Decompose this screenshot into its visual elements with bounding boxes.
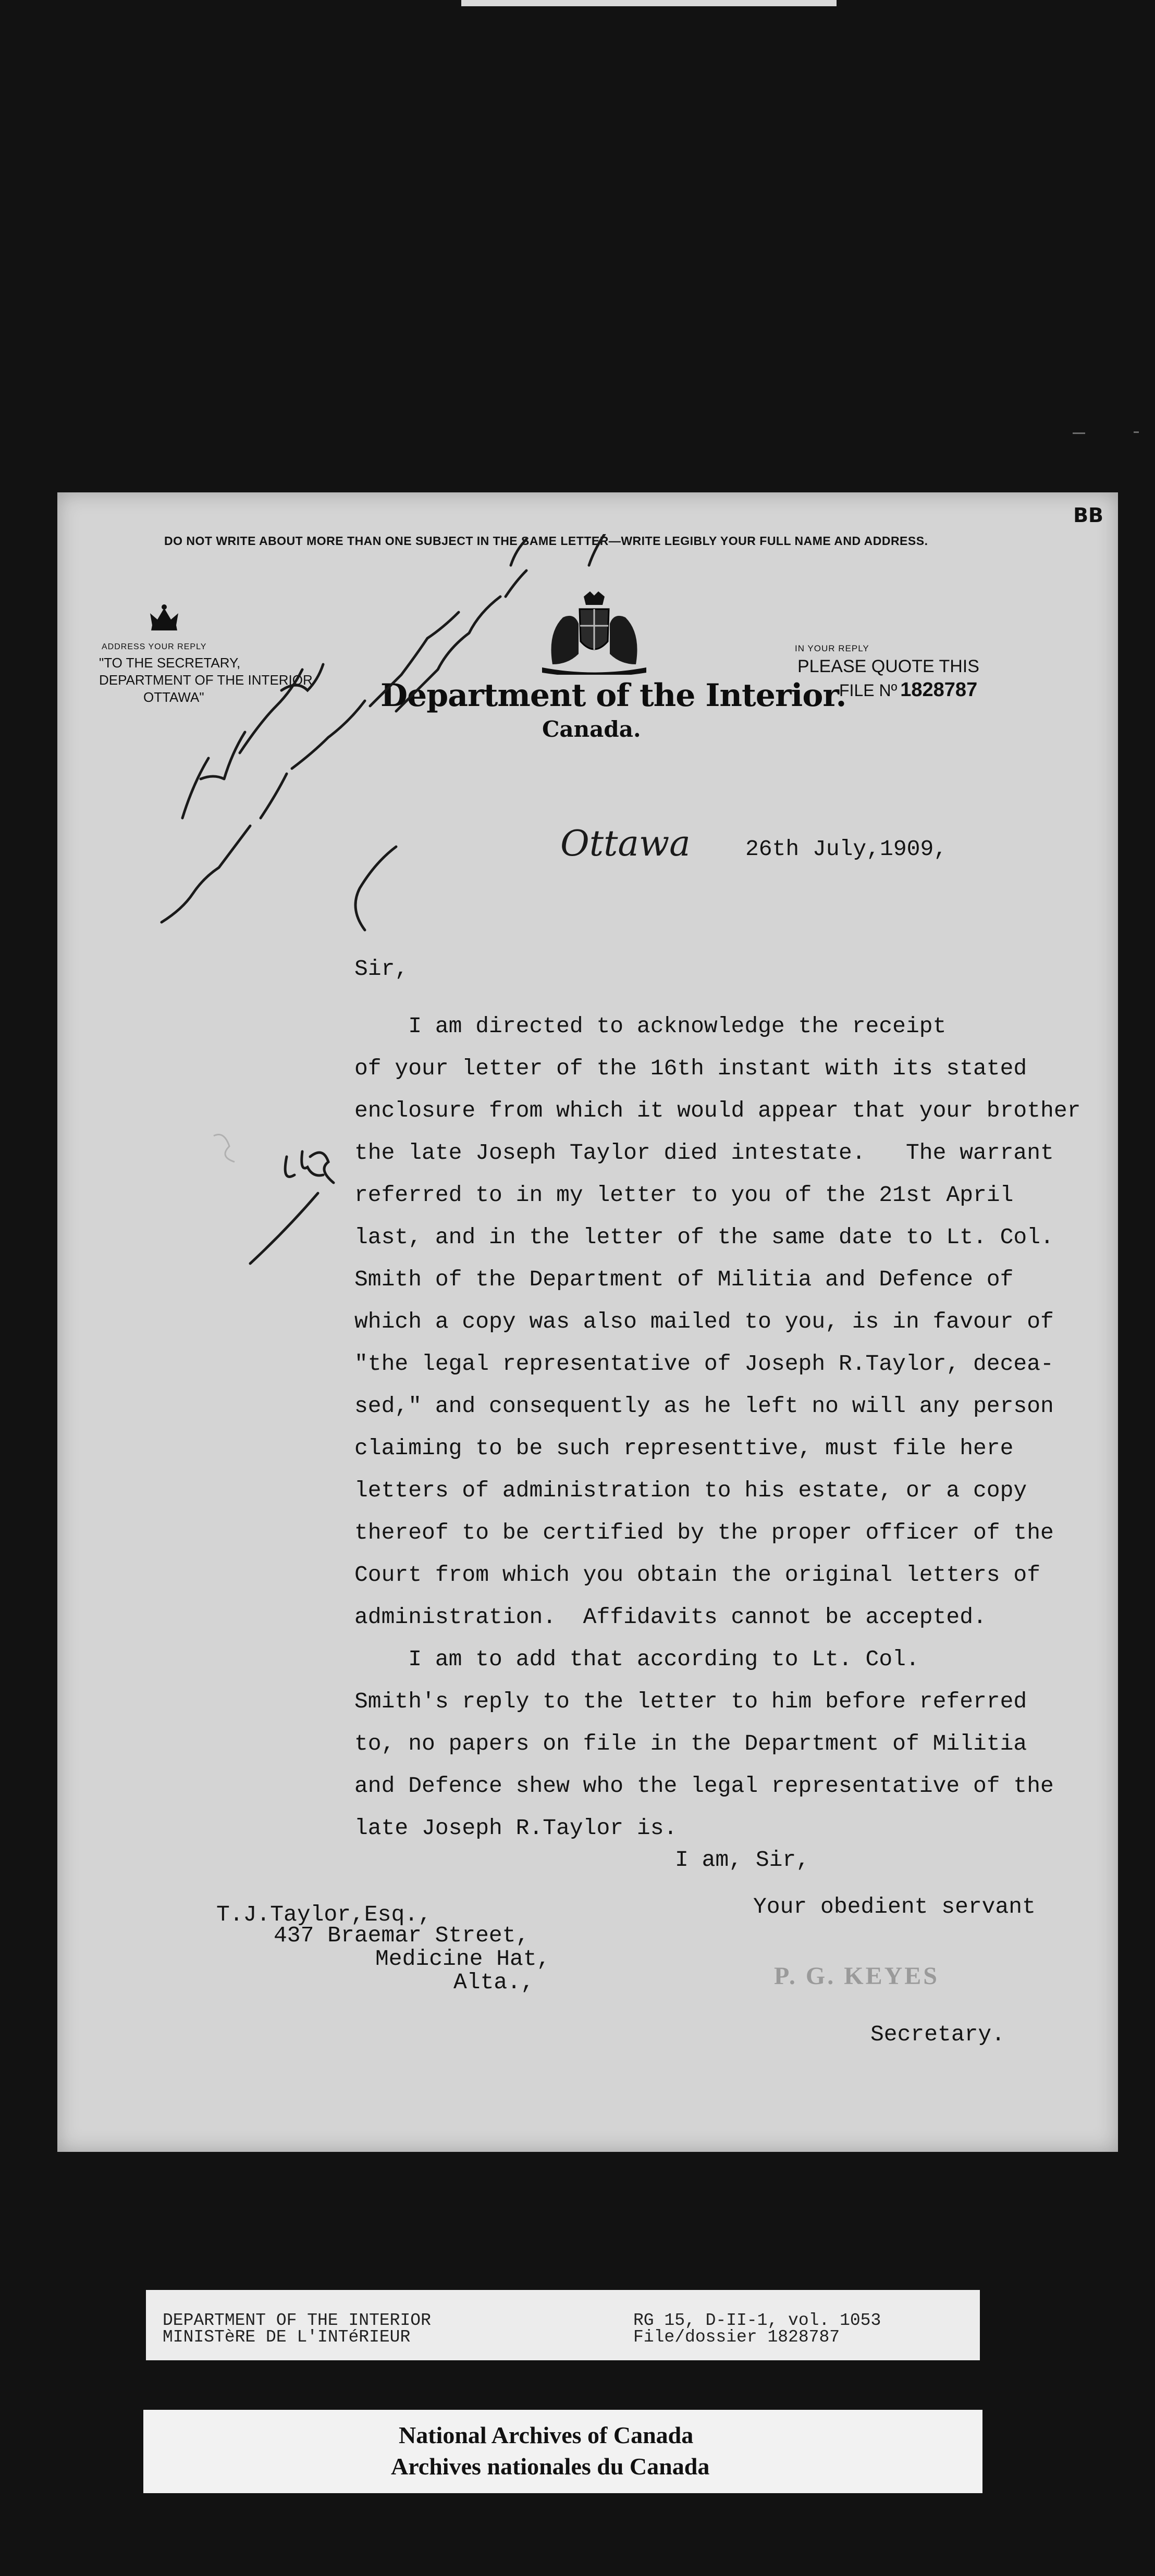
body-line: to, no papers on file in the Department of Militia	[354, 1731, 1027, 1756]
page-mark: BB	[1073, 504, 1103, 527]
body-line: I am to add that according to Lt. Col.	[354, 1646, 919, 1672]
handwritten-initials	[203, 1125, 360, 1271]
signature-stamp: P. G. KEYES	[774, 1962, 939, 1990]
reply-quote-label: IN YOUR REPLY	[795, 643, 869, 653]
body-line: thereof to be certified by the proper officer of the	[354, 1520, 1054, 1545]
letter-place: Ottawa	[560, 823, 691, 864]
signature-title: Secretary.	[870, 2022, 1005, 2047]
archives-footer	[143, 2410, 982, 2493]
body-line: claiming to be such representtive, must file here	[354, 1435, 1014, 1461]
address-reply-label: ADDRESS YOUR REPLY	[102, 642, 207, 651]
salutation: Sir,	[354, 956, 409, 982]
body-line: late Joseph R.Taylor is.	[354, 1815, 678, 1841]
address-reply-line: "TO THE SECRETARY,	[99, 655, 241, 671]
file-number	[839, 679, 977, 701]
file-label: FILE Nº	[839, 681, 898, 700]
body-line: Smith's reply to the letter to him before referred	[354, 1689, 1027, 1714]
body-line: letters of administration to his estate, or a copy	[354, 1478, 1027, 1503]
addressee-line: Medicine Hat,	[375, 1946, 550, 1972]
letterhead-instruction: DO NOT WRITE ABOUT MORE THAN ONE SUBJECT IN THE SAME LETTER—WRITE LEGIBLY YOUR FULL NAME AND ADDRESS.	[164, 534, 928, 548]
addressee-line: Alta.,	[453, 1970, 534, 1995]
body-line: of your letter of the 16th instant with its stated	[354, 1056, 1027, 1081]
archive-reference: RG 15, D-II-1, vol. 1053	[633, 2311, 881, 2330]
addressee-name: T.J.Taylor,Esq.,	[216, 1902, 432, 1927]
handwritten-annotations	[104, 534, 625, 961]
archives-name-fr: Archives nationales du Canada	[391, 2453, 710, 2480]
body-line: Court from which you obtain the original letters of	[354, 1562, 1041, 1588]
closing-line: Your obedient servant	[753, 1894, 1036, 1919]
body-line: the late Joseph Taylor died intestate. The warrant	[354, 1140, 1054, 1166]
archive-file-number: File/dossier 1828787	[633, 2327, 840, 2347]
archive-department-fr: MINISTèRE DE L'INTéRIEUR	[163, 2327, 411, 2347]
body-line: which a copy was also mailed to you, is in favour of	[354, 1309, 1054, 1334]
archives-name-en: National Archives of Canada	[399, 2422, 694, 2448]
file-number-value: 1828787	[900, 679, 978, 701]
body-line: referred to in my letter to you of the 21st April	[354, 1182, 1014, 1208]
archive-department-en: DEPARTMENT OF THE INTERIOR	[163, 2311, 431, 2330]
department-title: Department of the Interior.	[380, 677, 846, 714]
address-reply-line: OTTAWA"	[143, 689, 204, 705]
letter-date: 26th July,1909,	[745, 836, 948, 862]
body-line: and Defence shew who the legal representative of the	[354, 1773, 1054, 1799]
film-edge-strip	[461, 0, 837, 6]
body-line: sed," and consequently as he left no will any person	[354, 1393, 1054, 1419]
body-line: Smith of the Department of Militia and Defence of	[354, 1267, 1014, 1292]
address-reply-line: DEPARTMENT OF THE INTERIOR	[99, 672, 313, 688]
body-line: last, and in the letter of the same date to Lt. Col.	[354, 1224, 1054, 1250]
closing-line: I am, Sir,	[675, 1847, 810, 1873]
letter-page	[57, 492, 1118, 2152]
body-line: "the legal representative of Joseph R.Taylor, decea-	[354, 1351, 1054, 1377]
department-country: Canada.	[542, 716, 641, 742]
body-line: enclosure from which it would appear that your brother	[354, 1098, 1081, 1123]
film-mark	[1073, 432, 1085, 434]
archive-reference-label	[146, 2290, 980, 2360]
film-mark	[1134, 431, 1139, 433]
reply-quote-line: PLEASE QUOTE THIS	[797, 657, 979, 676]
body-line: administration. Affidavits cannot be accepted.	[354, 1604, 987, 1630]
body-line: I am directed to acknowledge the receipt	[354, 1013, 947, 1039]
addressee-line: 437 Braemar Street,	[274, 1923, 530, 1948]
